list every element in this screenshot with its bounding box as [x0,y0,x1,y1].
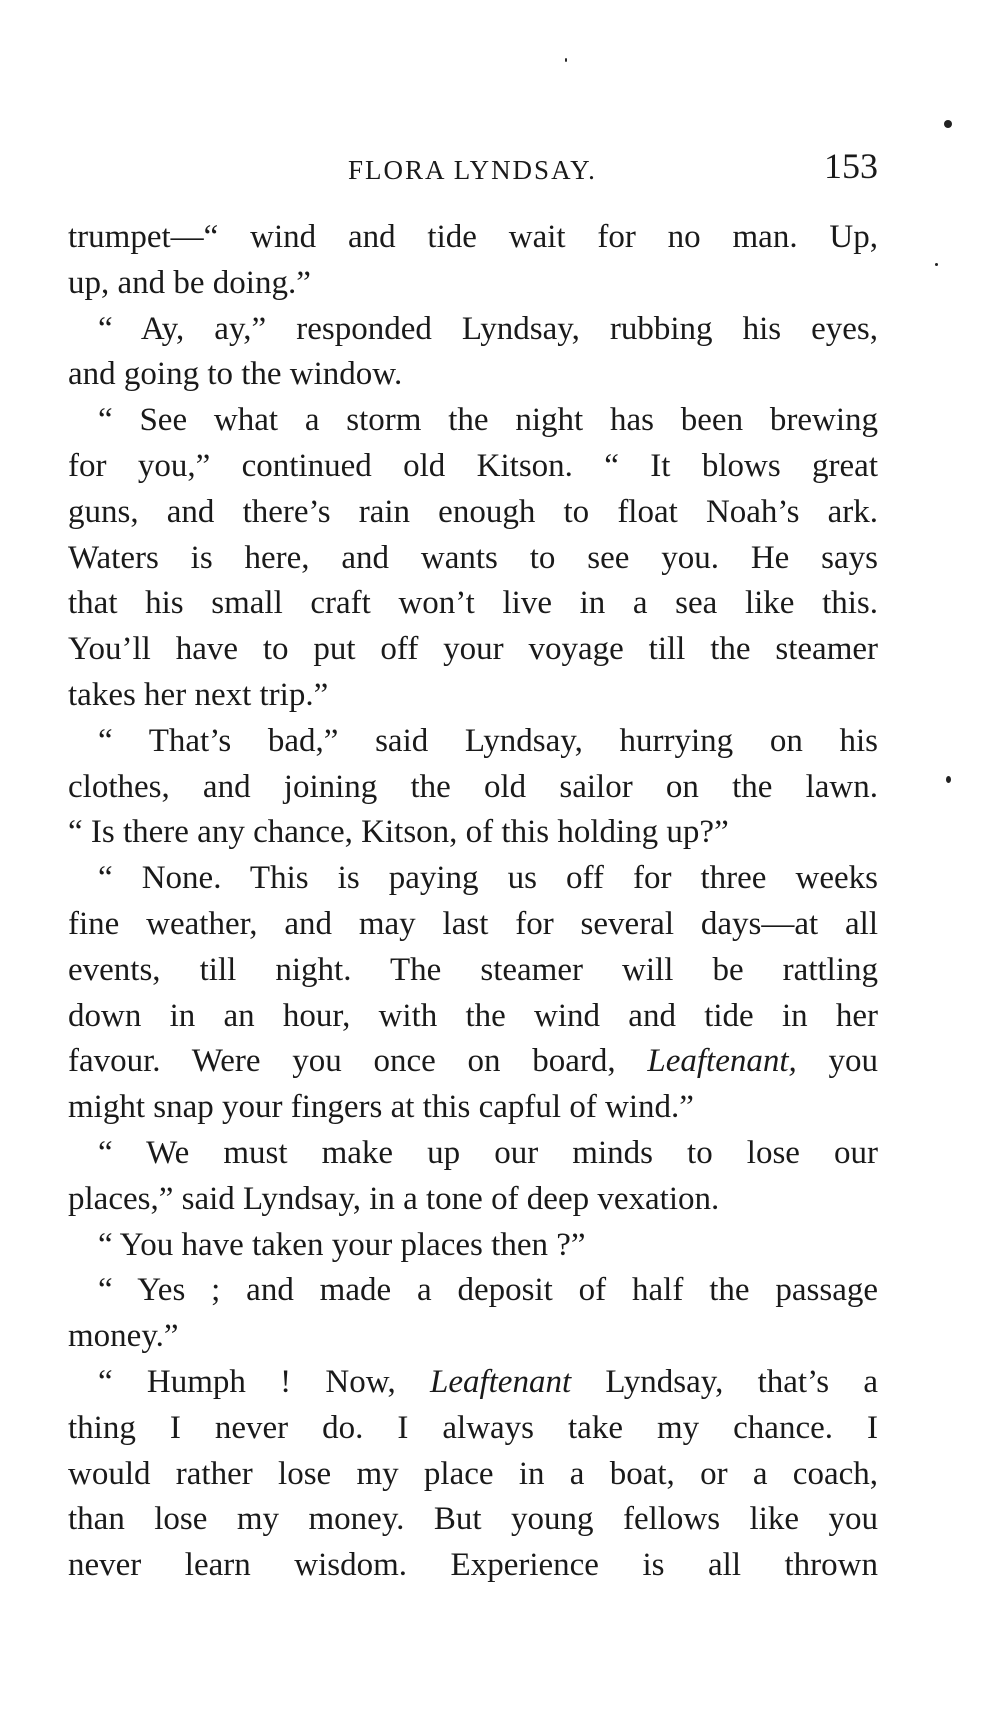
page-number: 153 [824,146,878,186]
text-line: up, and be doing.” [68,264,311,301]
text-line: “ You have taken your places then ?” [98,1226,586,1263]
text-line: “ That’s bad,” said Lyndsay, hurrying on his [98,722,878,759]
text-line [68,1360,878,1406]
text-line: clothes, and joining the old sailor on the lawn. [68,768,878,805]
text-line: and going to the window. [68,356,403,393]
text-line: thing I never do. I always take my chance. I [68,1409,878,1446]
line-end: Lyndsay, that’s a [571,1363,878,1400]
text-line: guns, and there’s rain enough to float Noah’s ark. [68,493,878,530]
text-line: fine weather, and may last for several days—at all [68,905,878,942]
text-line: money.” [68,1318,179,1355]
running-title: FLORA LYNDSAY. [348,155,597,185]
body-text [68,215,878,1589]
line-start: “ Humph ! Now, [98,1363,430,1400]
line-start: favour. Were you once on board, [68,1043,648,1080]
text-line: events, till night. The steamer will be rattling [68,951,878,988]
text-line: “ We must make up our minds to lose our [98,1134,878,1171]
italic-word: Leaftenant [429,1363,572,1400]
text-line: “ See what a storm the night has been brewing [98,402,878,439]
ink-speck [946,776,951,783]
text-line: takes her next trip.” [68,676,329,713]
text-line: trumpet—“ wind and tide wait for no man. Up, [68,219,878,255]
text-line: “ Is there any chance, Kitson, of this holding up?” [68,814,729,851]
text-line: You’ll have to put off your voyage till the steamer [68,631,878,668]
text-line: places,” said Lyndsay, in a tone of deep vexation. [68,1180,720,1217]
text-line: that his small craft won’t live in a sea like this. [68,585,878,622]
text-line: “ Yes ; and made a deposit of half the passage [98,1272,878,1309]
text-line: “ None. This is paying us off for three weeks [98,860,878,897]
text-line: “ Ay, ay,” responded Lyndsay, rubbing his eyes, [98,310,878,347]
ink-speck [565,58,567,62]
text-line [68,1039,878,1085]
ink-speck [935,263,938,266]
text-line: than lose my money. But young fellows like you [68,1501,878,1538]
text-line: might snap your fingers at this capful of wind.” [68,1089,694,1126]
text-line: down in an hour, with the wind and tide in her [68,997,878,1034]
running-head [68,145,878,195]
italic-word: Leaftenant, [647,1043,797,1080]
text-line: would rather lose my place in a boat, or a coach, [68,1455,878,1492]
text-line: for you,” continued old Kitson. “ It blows great [68,447,878,484]
text-line: Waters is here, and wants to see you. He says [68,539,878,576]
line-end: you [796,1043,879,1080]
ink-speck [944,120,952,128]
text-line: never learn wisdom. Experience is all thrown [68,1547,878,1584]
